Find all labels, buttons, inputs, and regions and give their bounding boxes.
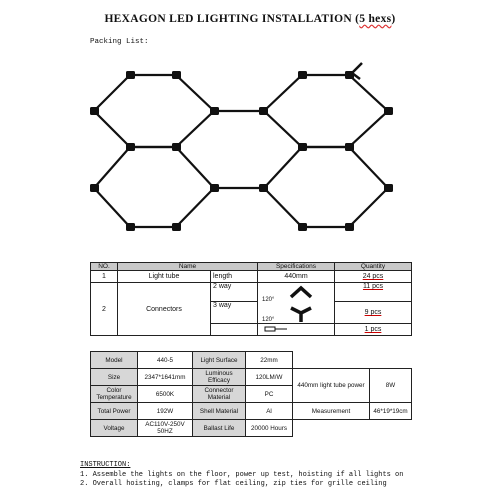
size-value: 2347*1641mm (138, 369, 193, 386)
model-value: 440-5 (138, 352, 193, 369)
row2-no: 2 (91, 283, 118, 336)
row1-name: Light tube (118, 271, 211, 283)
row1-spec: 440mm (258, 271, 335, 283)
angle-label-a: 120° (262, 297, 275, 303)
instructions (80, 461, 403, 490)
efficacy-value: 120LM/W (246, 369, 293, 386)
color-label: Color Temperature (91, 386, 138, 403)
angle-label-b: 120° (262, 317, 275, 323)
table-row (91, 352, 412, 369)
row2-qty-three-way: 9 pcs (364, 309, 382, 317)
row2-name: Connectors (118, 283, 211, 336)
connector-value: PC (246, 386, 293, 403)
connector-label: Connector Material (193, 386, 246, 403)
header-no: NO. (91, 263, 118, 271)
tube-power-label: 440mm light tube power (293, 369, 370, 403)
voltage-label: Voltage (91, 420, 138, 437)
packing-table-header (91, 263, 412, 271)
table-row (91, 403, 412, 420)
ballast-value: 20000 Hours (246, 420, 293, 437)
title-close: ) (391, 13, 396, 25)
packing-list-label: Packing List: (90, 38, 149, 46)
document-title (0, 13, 500, 25)
cable-connector-cell (258, 317, 335, 336)
measurement-value: 46*19*19cm (370, 403, 412, 420)
row2-three-way: 3 way (211, 302, 258, 324)
spec-table (90, 351, 412, 437)
header-name: Name (118, 263, 258, 271)
row1-spec-label: length (211, 271, 258, 283)
row2-two-way: 2 way (211, 283, 258, 302)
color-value: 6500K (138, 386, 193, 403)
tube-power-value: 8W (370, 369, 412, 403)
packing-table (90, 262, 412, 336)
title-main: HEXAGON LED LIGHTING INSTALLATION ( (104, 13, 360, 25)
row2-qty-two-way: 11 pcs (362, 283, 384, 290)
table-row (91, 271, 412, 283)
instruction-line-1: 1. Assemble the lights on the floor, power up test, hoisting if all lights on (80, 470, 404, 479)
power-cable-icon (264, 326, 288, 332)
row2-qty-other: 1 pcs (364, 326, 382, 333)
voltage-value: AC110V-250V 50HZ (138, 420, 193, 437)
instructions-heading: INSTRUCTION: (80, 461, 131, 469)
instruction-line-2: 2. Overall hoisting, clamps for flat ceiling, zip ties for grille ceiling (80, 480, 387, 488)
hexagon-layout-diagram (0, 55, 500, 245)
measurement-label: Measurement (293, 403, 370, 420)
efficacy-label: Luminous Efficacy (193, 369, 246, 386)
size-label: Size (91, 369, 138, 386)
surface-value: 22mm (246, 352, 293, 369)
row1-qty: 24 pcs (362, 273, 384, 280)
table-row (91, 369, 412, 386)
ballast-label: Ballast Life (193, 420, 246, 437)
header-spec: Specifications (258, 263, 335, 271)
model-label: Model (91, 352, 138, 369)
title-hex-count: 5 hexs (359, 13, 392, 25)
row1-no: 1 (91, 271, 118, 283)
table-row (91, 420, 412, 437)
shell-value: Al (246, 403, 293, 420)
connector-markers (90, 71, 393, 231)
shell-label: Shell Material (193, 403, 246, 420)
table-row (91, 283, 412, 302)
two-way-connector-icon (288, 285, 314, 299)
surface-label: Light Surface (193, 352, 246, 369)
three-way-connector-icon (288, 305, 314, 323)
total-power-value: 192W (138, 403, 193, 420)
header-quantity: Quantity (335, 263, 412, 271)
total-power-label: Total Power (91, 403, 138, 420)
